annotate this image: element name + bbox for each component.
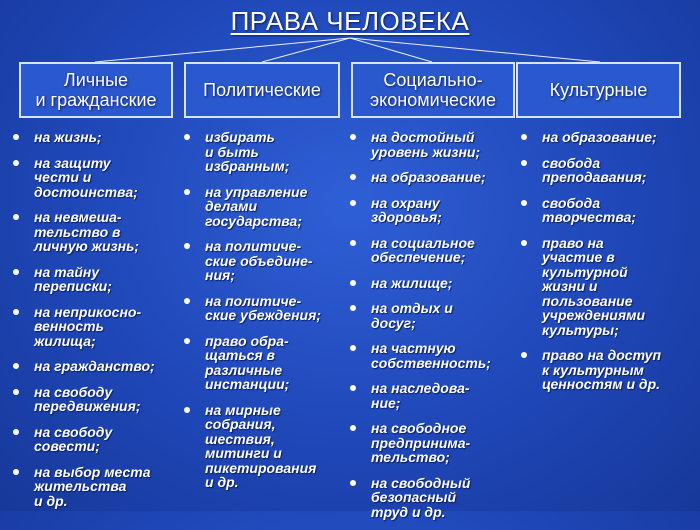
list-item: на жизнь; xyxy=(7,130,179,145)
list-item: право на участие в культурной жизни и пользование учреждениями культуры; xyxy=(515,236,697,338)
list-item: на свободный безопасный труд и др. xyxy=(344,476,516,520)
list-item: на неприкосно- венность жилища; xyxy=(7,305,179,349)
list-item: на жилище; xyxy=(344,276,516,291)
list-item: право обра- щаться в различные инстанции; xyxy=(178,334,348,392)
list-personal xyxy=(7,130,179,519)
list-item: право на доступ к культурным ценностям и др. xyxy=(515,348,697,392)
page-title: ПРАВА ЧЕЛОВЕКА xyxy=(230,6,470,36)
list-item: на свободное предпринима- тельство; xyxy=(344,421,516,465)
category-box-cultural xyxy=(516,62,681,118)
list-cultural xyxy=(515,130,697,403)
list-item: на свободу совести; xyxy=(7,425,179,454)
category-box-political xyxy=(184,62,340,118)
list-item: свобода творчества; xyxy=(515,196,697,225)
list-item: избирать и быть избранным; xyxy=(178,130,348,174)
list-item: на образование; xyxy=(515,130,697,145)
list-item: на образование; xyxy=(344,170,516,185)
list-political xyxy=(178,130,348,501)
category-box-personal xyxy=(19,62,173,118)
category-label-personal: Личные и гражданские xyxy=(35,70,157,110)
list-item: на частную собственность; xyxy=(344,341,516,370)
category-label-political: Политические xyxy=(203,80,321,100)
list-item: на социальное обеспечение; xyxy=(344,236,516,265)
category-box-socioeconomic xyxy=(351,62,515,118)
list-item: на выбор места жительства и др. xyxy=(7,465,179,509)
connector-lines xyxy=(0,0,700,70)
list-socioeconomic xyxy=(344,130,516,530)
list-item: на гражданство; xyxy=(7,359,179,374)
list-item: на управление делами государства; xyxy=(178,185,348,229)
list-item: на достойный уровень жизни; xyxy=(344,130,516,159)
list-item: на защиту чести и достоинства; xyxy=(7,156,179,200)
category-label-socioeconomic: Социально- экономические xyxy=(370,70,496,110)
list-item: на охрану здоровья; xyxy=(344,196,516,225)
list-item: на невмеша- тельство в личную жизнь; xyxy=(7,210,179,254)
category-label-cultural: Культурные xyxy=(549,80,648,100)
list-item: на отдых и досуг; xyxy=(344,301,516,330)
list-item: свобода преподавания; xyxy=(515,156,697,185)
list-item: на политиче- ские объедине- ния; xyxy=(178,239,348,283)
list-item: на свободу передвижения; xyxy=(7,385,179,414)
list-item: на мирные собрания, шествия, митинги и пикетирования и др. xyxy=(178,403,348,490)
list-item: на политиче- ские убеждения; xyxy=(178,294,348,323)
list-item: на тайну переписки; xyxy=(7,265,179,294)
list-item: на наследова- ние; xyxy=(344,381,516,410)
